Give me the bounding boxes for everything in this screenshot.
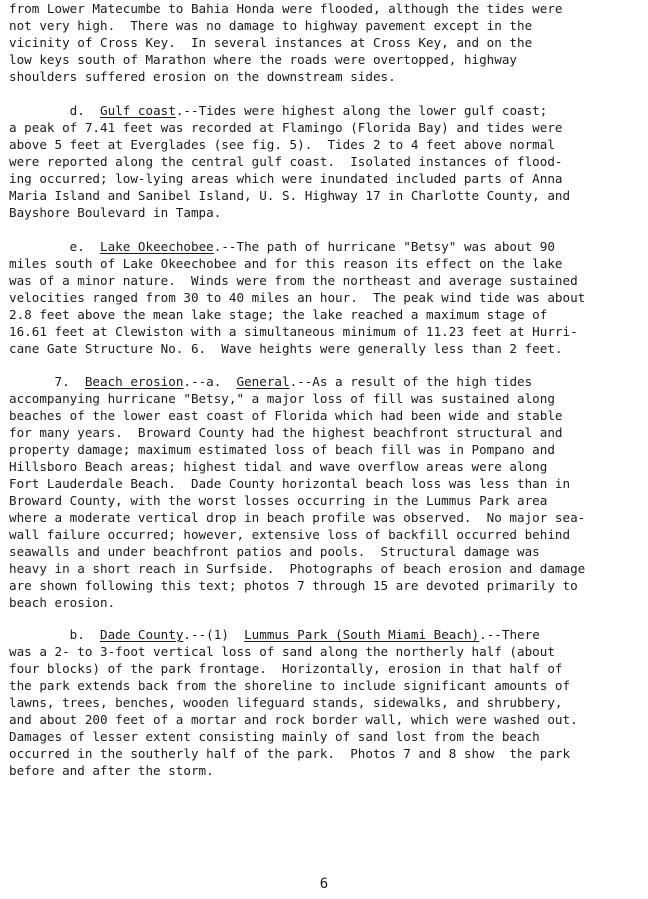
text-segment: 2.8 feet above the mean lake stage; the lake reached a maximum stage of: [9, 307, 548, 322]
text-segment: property damage; maximum estimated loss of beach fill was in Pompano and: [9, 442, 555, 457]
paragraph-lake-okeechobee: [9, 238, 641, 357]
text-segment: Broward County, with the worst losses occurring in the Lummus Park area: [9, 493, 548, 508]
text-segment: four blocks) of the park frontage. Horizontally, erosion in that half of: [9, 661, 563, 676]
text-line: [9, 187, 641, 204]
text-line: [9, 475, 641, 492]
text-segment: velocities ranged from 30 to 40 miles an hour. The peak wind tide was about: [9, 290, 586, 305]
text-line: [9, 34, 641, 51]
text-segment: .--(1): [183, 627, 245, 642]
text-line: [9, 390, 641, 407]
text-segment: miles south of Lake Okeechobee and for this reason its effect on the lake: [9, 256, 563, 271]
text-segment: from Lower Matecumbe to Bahia Honda were flooded, although the tides were: [9, 1, 563, 16]
text-line: [9, 526, 641, 543]
text-segment: beach erosion.: [9, 595, 116, 610]
underlined-heading: Lake Okeechobee: [100, 239, 214, 254]
text-line: [9, 543, 641, 560]
text-line: [9, 68, 641, 85]
text-segment: .--As a result of the high tides: [289, 374, 533, 389]
underlined-heading: Lummus Park (South Miami Beach): [244, 627, 480, 642]
text-line: [9, 577, 641, 594]
text-segment: occurred in the southerly half of the park. Photos 7 and 8 show the park: [9, 746, 571, 761]
text-segment: wall failure occurred; however, extensive loss of backfill occurred behind: [9, 527, 571, 542]
text-segment: b.: [9, 627, 100, 642]
text-segment: vicinity of Cross Key. In several instances at Cross Key, and on the: [9, 35, 533, 50]
text-segment: Fort Lauderdale Beach. Dade County horizontal beach loss was less than in: [9, 476, 571, 491]
text-segment: accompanying hurricane "Betsy," a major loss of fill was sustained along: [9, 391, 555, 406]
underlined-heading: Dade County: [100, 627, 184, 642]
text-segment: d.: [9, 103, 100, 118]
text-segment: a peak of 7.41 feet was recorded at Flamingo (Florida Bay) and tides were: [9, 120, 563, 135]
text-line: [9, 509, 641, 526]
text-line: [9, 711, 641, 728]
text-line: [9, 340, 641, 357]
text-segment: shoulders suffered erosion on the downstream sides.: [9, 69, 396, 84]
underlined-heading: General: [236, 374, 290, 389]
text-line: [9, 289, 641, 306]
text-line: [9, 626, 641, 643]
paragraph-gulf-coast: [9, 102, 641, 221]
text-line: [9, 255, 641, 272]
text-segment: the park extends back from the shoreline to include significant amounts of: [9, 678, 571, 693]
text-segment: low keys south of Marathon where the roads were overtopped, highway: [9, 52, 517, 67]
underlined-heading: Gulf coast: [100, 103, 176, 118]
text-line: [9, 424, 641, 441]
text-segment: .--a.: [183, 374, 237, 389]
text-line: [9, 170, 641, 187]
text-segment: .--Tides were highest along the lower gulf coast;: [175, 103, 548, 118]
text-segment: for many years. Broward County had the highest beachfront structural and: [9, 425, 563, 440]
text-line: [9, 694, 641, 711]
text-segment: ing occurred; low-lying areas which were inundated included parts of Anna: [9, 171, 563, 186]
text-line: [9, 51, 641, 68]
text-line: [9, 594, 641, 611]
text-segment: was of a minor nature. Winds were from the northeast and average sustained: [9, 273, 578, 288]
text-segment: heavy in a short reach in Surfside. Photographs of beach erosion and damage: [9, 561, 586, 576]
text-segment: cane Gate Structure No. 6. Wave heights were generally less than 2 feet.: [9, 341, 563, 356]
page-number: 6: [319, 876, 329, 892]
paragraph-dade-county: [9, 626, 641, 779]
text-line: [9, 492, 641, 509]
text-segment: 16.61 feet at Clewiston with a simultaneous minimum of 11.23 feet at Hurri-: [9, 324, 578, 339]
text-segment: lawns, trees, benches, wooden lifeguard stands, sidewalks, and shrubbery,: [9, 695, 563, 710]
text-segment: .--The path of hurricane "Betsy" was about 90: [213, 239, 555, 254]
text-line: [9, 373, 641, 390]
text-line: [9, 272, 641, 289]
text-segment: where a moderate vertical drop in beach profile was observed. No major sea-: [9, 510, 586, 525]
text-line: [9, 660, 641, 677]
text-line: [9, 17, 641, 34]
text-segment: 7.: [9, 374, 85, 389]
text-line: [9, 238, 641, 255]
text-segment: not very high. There was no damage to highway pavement except in the: [9, 18, 533, 33]
text-line: [9, 102, 641, 119]
text-line: [9, 745, 641, 762]
text-line: [9, 458, 641, 475]
text-line: [9, 441, 641, 458]
text-segment: Damages of lesser extent consisting mainly of sand lost from the beach: [9, 729, 540, 744]
text-line: [9, 643, 641, 660]
text-segment: above 5 feet at Everglades (see fig. 5). Tides 2 to 4 feet above normal: [9, 137, 555, 152]
text-segment: .--There: [479, 627, 540, 642]
text-line: [9, 323, 641, 340]
text-line: [9, 407, 641, 424]
text-line: [9, 762, 641, 779]
text-segment: Hillsboro Beach areas; highest tidal and wave overflow areas were along: [9, 459, 548, 474]
underlined-heading: Beach erosion: [84, 374, 184, 389]
text-segment: e.: [9, 239, 100, 254]
text-line: [9, 0, 641, 17]
text-segment: before and after the storm.: [9, 763, 214, 778]
text-line: [9, 306, 641, 323]
text-segment: Maria Island and Sanibel Island, U. S. Highway 17 in Charlotte County, and: [9, 188, 571, 203]
text-line: [9, 560, 641, 577]
text-segment: was a 2- to 3-foot vertical loss of sand along the northerly half (about: [9, 644, 555, 659]
text-line: [9, 153, 641, 170]
text-segment: were reported along the central gulf coast. Isolated instances of flood-: [9, 154, 563, 169]
text-line: [9, 136, 641, 153]
text-line: [9, 119, 641, 136]
text-segment: and about 200 feet of a mortar and rock border wall, which were washed out.: [9, 712, 578, 727]
paragraph-cross-key: [9, 0, 641, 85]
text-segment: are shown following this text; photos 7 through 15 are devoted primarily to: [9, 578, 578, 593]
paragraph-beach-erosion: [9, 373, 641, 611]
text-line: [9, 204, 641, 221]
text-segment: seawalls and under beachfront patios and pools. Structural damage was: [9, 544, 540, 559]
text-segment: Bayshore Boulevard in Tampa.: [9, 205, 222, 220]
text-line: [9, 677, 641, 694]
text-line: [9, 728, 641, 745]
text-segment: beaches of the lower east coast of Florida which had been wide and stable: [9, 408, 563, 423]
